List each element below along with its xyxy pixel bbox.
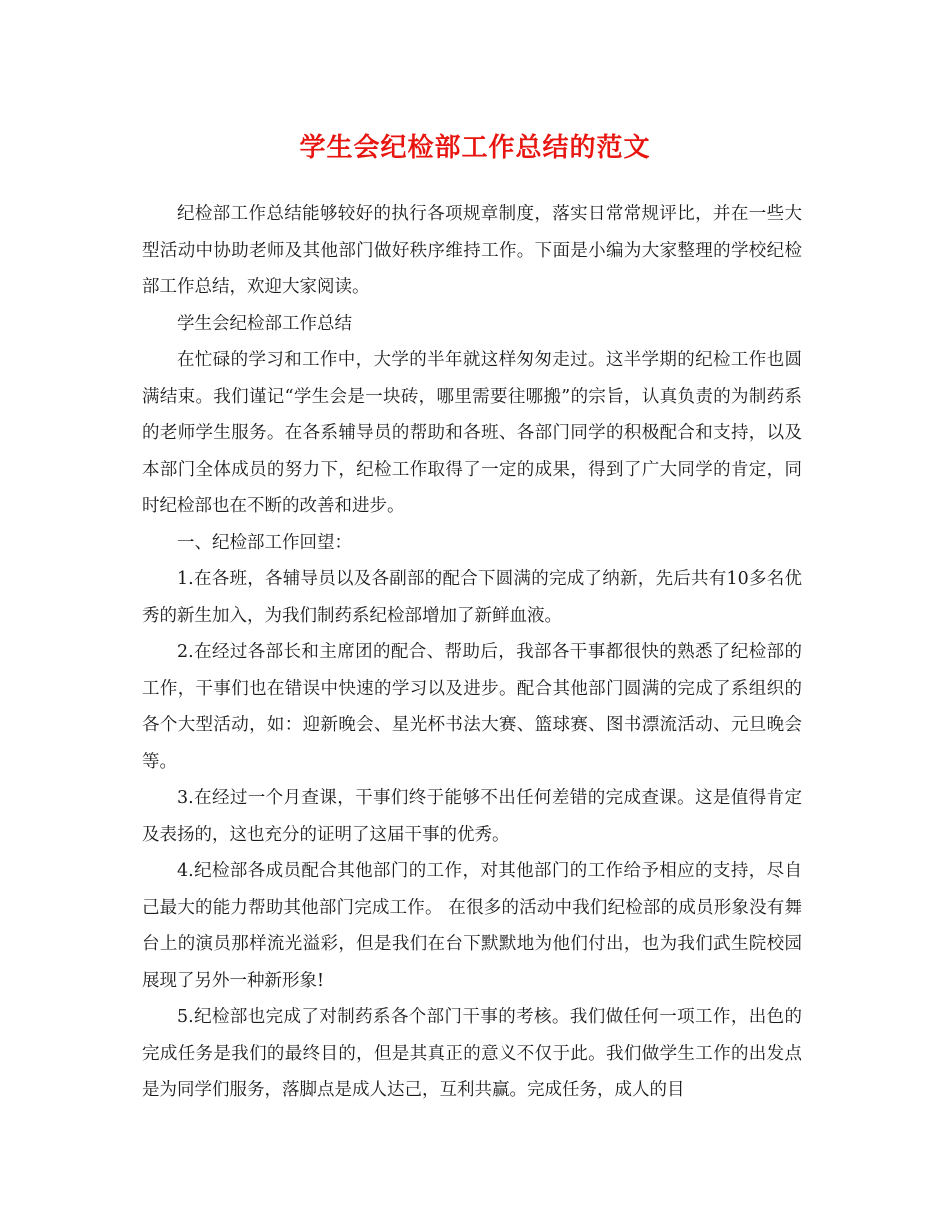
list-item-1: 1.在各班，各辅导员以及各副部的配合下圆满的完成了纳新，先后共有10多名优秀的新生加入，为我们制药系纪检部增加了新鲜血液。 xyxy=(142,569,802,626)
subsection-heading: 一、纪检部工作回望： xyxy=(177,532,352,553)
list-item-2: 2.在经过各部长和主席团的配合、帮助后，我部各干事都很快的熟悉了纪检部的工作，干事们也在错误中快速的学习以及进步。配合其他部门圆满的完成了系组织的各个大型活动，如：迎新晚会、星光杯书法大赛、篮球赛、图书漂流活动、元旦晚会等。 xyxy=(142,642,802,772)
list-item-5: 5.纪检部也完成了对制药系各个部门干事的考核。我们做任何一项工作，出色的完成任务是我们的最终目的，但是其真正的意义不仅于此。我们做学生工作的出发点是为同学们服务，落脚点是成人达己，互利共赢。完成任务，成人的目 xyxy=(142,1007,802,1100)
list-item-3: 3.在经过一个月查课，干事们终于能够不出任何差错的完成查课。这是值得肯定及表扬的，这也充分的证明了这届干事的优秀。 xyxy=(142,788,802,845)
list-item-4: 4.纪检部各成员配合其他部门的工作，对其他部门的工作给予相应的支持，尽自己最大的能力帮助其他部门完成工作。 在很多的活动中我们纪检部的成员形象没有舞台上的演员那样流光溢彩，但是我们在台下默默地为他们付出，也为我们武生院校园展现了另外一种新形象! xyxy=(142,861,802,991)
section-heading: 学生会纪检部工作总结 xyxy=(177,313,352,334)
body-paragraph: 在忙碌的学习和工作中，大学的半年就这样匆匆走过。这半学期的纪检工作也圆满结束。我们谨记“学生会是一块砖，哪里需要往哪搬”的宗旨，认真负责的为制药系的老师学生服务。在各系辅导员的帮助和各班、各部门同学的积极配合和支持，以及本部门全体成员的努力下，纪检工作取得了一定的成果，得到了广大同学的肯定，同时纪检部也在不断的改善和进步。 xyxy=(142,350,802,516)
document-body xyxy=(142,196,802,1109)
document-title: 学生会纪检部工作总结的范文 xyxy=(299,133,651,163)
intro-paragraph: 纪检部工作总结能够较好的执行各项规章制度，落实日常常规评比，并在一些大型活动中协助老师及其他部门做好秩序维持工作。下面是小编为大家整理的学校纪检部工作总结，欢迎大家阅读。 xyxy=(142,204,802,297)
